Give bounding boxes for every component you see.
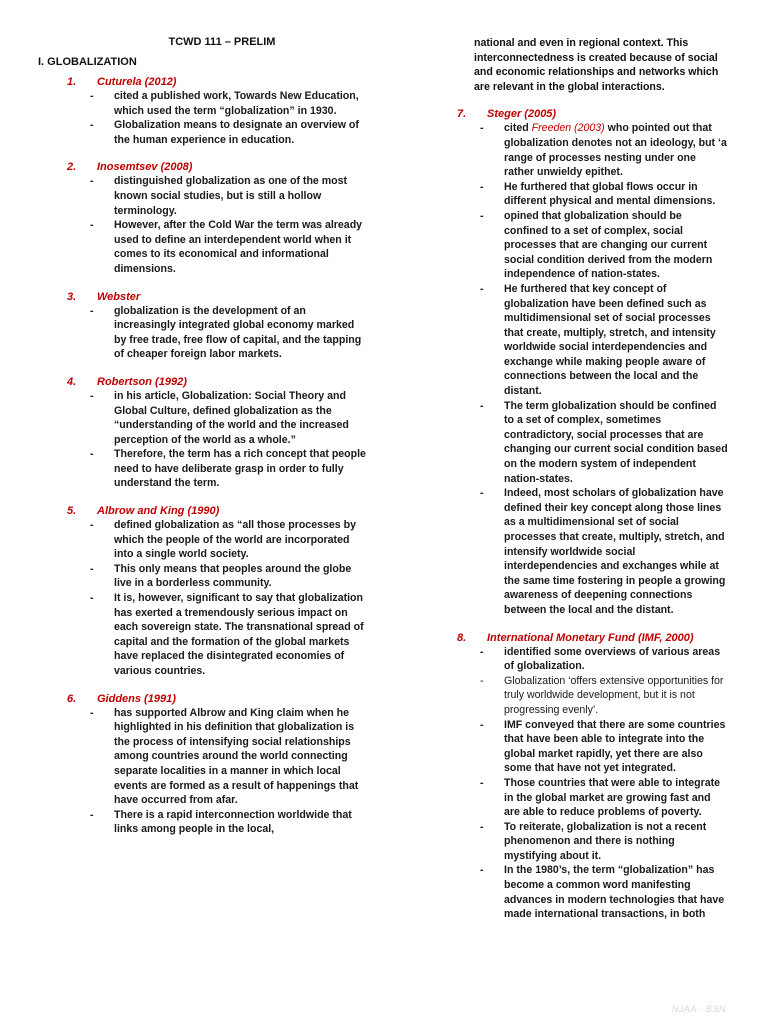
dash-marker: -: [480, 864, 484, 877]
bullet-text: Those countries that were able to integrate in the global market are growing fast and are able to reduce problems of poverty.: [504, 776, 721, 819]
bullet-item: [38, 518, 366, 562]
bullet-item: [428, 820, 728, 864]
dash-marker: -: [480, 282, 484, 295]
bullet-item: [38, 562, 366, 591]
right-entries: [428, 108, 728, 921]
bullet-list: [428, 645, 728, 922]
bullet-text: globalization is the development of an increasingly integrated global economy marked by free trade, free flow of capital, and the tapping of cheaper foreign labor markets.: [114, 304, 362, 361]
dash-marker: -: [480, 674, 484, 687]
bullet-list: [428, 121, 728, 617]
reference-entry: [38, 291, 366, 362]
left-column: [38, 36, 366, 851]
bullet-text: in his article, Globalization: Social Theory and Global Culture, defined globalization as the “understanding of the world and the increased perception of the world as a whole.”: [114, 389, 349, 446]
entry-number: 7.: [457, 108, 467, 121]
bullet-list: [38, 518, 366, 679]
reference-entry: [38, 693, 366, 837]
entry-author: Cuturela (2012): [97, 76, 177, 88]
bullet-item: [38, 118, 366, 147]
bullet-item: [38, 591, 366, 679]
dash-marker: -: [480, 180, 484, 193]
document-title: TCWD 111 – PRELIM: [168, 36, 276, 48]
reference-entry: [38, 505, 366, 679]
entry-author: Albrow and King (1990): [97, 505, 220, 518]
bullet-text: Indeed, most scholars of globalization have defined their key concept along those lines as a multidimensional set of social processes that create, multiply, stretch, and intensify worldwide social interdependencies and exchanges while at the same time fostering in people a growing awareness of deepening connections between the local and the distant.: [504, 487, 726, 616]
entry-number: 3.: [67, 290, 77, 303]
bullet-text: distinguished globalization as one of the most known social studies, but is still a hollow terminology.: [114, 175, 348, 217]
bullet-item: [428, 121, 728, 179]
reference-entry: [38, 161, 366, 276]
dash-marker: -: [480, 209, 484, 222]
dash-marker: -: [480, 718, 484, 731]
bullet-text: It is, however, significant to say that globalization has exerted a tremendously serious impact on each sovereign state. The transnational spread of capital and the formation of the global markets have replaced the disintegrated economies of various countries.: [114, 592, 364, 677]
dash-marker: -: [480, 487, 484, 500]
bullet-text: identified some overviews of various areas of globalization.: [504, 645, 721, 673]
entry-number: 4.: [67, 375, 77, 388]
bullet-list: [38, 89, 366, 147]
reference-entry: [38, 76, 366, 147]
dash-marker: -: [90, 304, 94, 317]
cited-author: Freeden (2003): [531, 122, 605, 135]
entry-author: Webster: [97, 290, 141, 303]
bullet-text: defined globalization as “all those processes by which the people of the world are incorporated into a single world society.: [114, 519, 356, 561]
entry-author: Inosemtsev (2008): [97, 161, 193, 174]
entry-heading: [38, 376, 366, 388]
bullet-item: [428, 776, 728, 820]
dash-marker: -: [90, 448, 94, 461]
bullet-text: To reiterate, globalization is not a recent phenomenon and there is nothing mystifying about it.: [504, 820, 707, 862]
section-heading: I. GLOBALIZATION: [38, 56, 137, 68]
dash-marker: -: [90, 562, 94, 575]
bullet-item: [38, 89, 366, 118]
bullet-text: cited a published work, Towards New Education, which used the term “globalization” in 1930.: [114, 90, 359, 117]
reference-entry: [428, 108, 728, 617]
bullet-text-rest: who pointed out that globalization denotes not an ideology, but ‘a range of processes nesting under one rather unwieldy epithet.: [504, 122, 727, 179]
bullet-text: Globalization ‘offers extensive opportunities for truly worldwide development, but it is not progressing evenly’.: [504, 674, 724, 716]
bullet-text-pre: cited: [504, 122, 532, 135]
bullet-list: [38, 174, 366, 276]
bullet-text: Therefore, the term has a rich concept that people need to have deliberate grasp in order to fully understand the term.: [114, 448, 366, 490]
bullet-text: opined that globalization should be confined to a set of complex, social processes that are changing our current social condition derived from the modern independence of nation-states.: [504, 209, 713, 281]
dash-marker: -: [90, 389, 94, 402]
right-column: [428, 36, 728, 936]
continued-text: national and even in regional context. This interconnectedness is created because of social and economic relationships and networks which are relevant in the global interactions.: [474, 37, 719, 93]
bullet-item: [428, 399, 728, 487]
bullet-text: Globalization means to designate an overview of the human experience in education.: [114, 119, 359, 146]
entry-number: 8.: [457, 631, 467, 644]
reference-entry: [38, 376, 366, 491]
bullet-text: This only means that peoples around the globe live in a borderless community.: [114, 562, 352, 590]
dash-marker: -: [90, 519, 94, 532]
entry-heading: [428, 108, 728, 120]
entry-heading: [38, 161, 366, 173]
dash-marker: -: [480, 820, 484, 833]
bullet-text: IMF conveyed that there are some countries that have been able to integrate into the global market rapidly, yet there are also some that have not yet integrated.: [504, 718, 726, 775]
bullet-item: [428, 180, 728, 209]
entry-number: 2.: [67, 161, 77, 174]
bullet-text: He furthered that global flows occur in different physical and mental dimensions.: [504, 180, 716, 208]
bullet-item: [38, 447, 366, 491]
bullet-list: [38, 389, 366, 491]
dash-marker: -: [480, 645, 484, 658]
footer-watermark: NJAA - BSN: [671, 1004, 726, 1014]
bullet-list: [38, 706, 366, 837]
bullet-item: [38, 389, 366, 447]
entry-author: Steger (2005): [487, 108, 557, 121]
entry-author: Giddens (1991): [97, 692, 176, 705]
bullet-item: [38, 808, 366, 837]
dash-marker: -: [90, 119, 94, 132]
left-entries: [38, 76, 366, 837]
entry-number: 6.: [67, 692, 77, 705]
bullet-item: [428, 674, 728, 718]
bullet-text: There is a rapid interconnection worldwide that links among people in the local,: [114, 808, 352, 836]
bullet-text: The term globalization should be confined to a set of complex, sometimes contradictory, social processes that are changing our current social condition based on the modern system of independent nation-states.: [504, 399, 728, 485]
reference-entry: [428, 632, 728, 922]
entry-author: Robertson (1992): [97, 375, 187, 388]
entry-heading: [38, 291, 366, 303]
bullet-item: [428, 282, 728, 399]
bullet-item: [428, 645, 728, 674]
bullet-item: [38, 174, 366, 218]
bullet-text: [504, 121, 728, 179]
entry-heading: [38, 693, 366, 705]
entry-number: 5.: [67, 505, 77, 518]
dash-marker: -: [480, 122, 484, 135]
entry-author: International Monetary Fund (IMF, 2000): [487, 631, 694, 644]
bullet-text: In the 1980’s, the term “globalization” has become a common word manifesting advances in modern technologies that have made international transactions, in both: [504, 864, 725, 921]
bullet-item: [428, 209, 728, 282]
bullet-text: has supported Albrow and King claim when he highlighted in his definition that globalization is the process of intensifying social relationships among countries around the world connecting separate localities in a manner in which local events are formed as a result of happenings that have occurred from afar.: [114, 706, 359, 807]
bullet-item: [428, 718, 728, 776]
dash-marker: -: [480, 399, 484, 412]
dash-marker: -: [90, 706, 94, 719]
bullet-item: [38, 706, 366, 808]
dash-marker: -: [480, 776, 484, 789]
bullet-item: [428, 863, 728, 921]
dash-marker: -: [90, 219, 94, 232]
bullet-item: [428, 486, 728, 617]
bullet-text: He furthered that key concept of globalization have been defined such as multidimensional set of social processes that create, multiply, stretch, and intensity worldwide social interdependencies and exchange while making people aware of connections between the local and the distant.: [504, 282, 716, 398]
entry-heading: [38, 505, 366, 517]
dash-marker: -: [90, 175, 94, 188]
dash-marker: -: [90, 808, 94, 821]
bullet-list: [38, 304, 366, 362]
entry-heading: [38, 76, 366, 88]
entry-number: 1.: [67, 76, 77, 88]
bullet-item: [38, 304, 366, 362]
dash-marker: -: [90, 90, 94, 102]
bullet-text: However, after the Cold War the term was already used to define an interdependent world when it comes to its economical and informational dimensions.: [114, 219, 363, 275]
dash-marker: -: [90, 592, 94, 605]
entry-heading: [428, 632, 728, 644]
bullet-item: [38, 218, 366, 276]
